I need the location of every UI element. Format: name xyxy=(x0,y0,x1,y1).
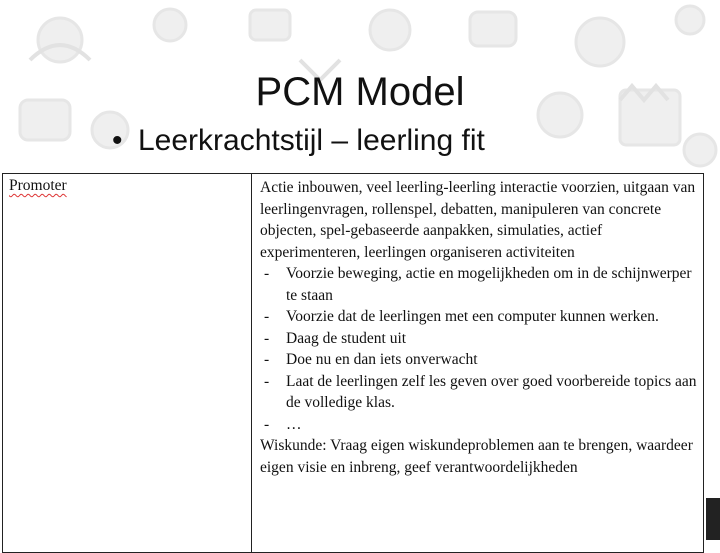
dash-mark: - xyxy=(264,308,270,325)
list-item-text: Laat de leerlingen zelf les geven over goed voorbereide topics aan de volledige klas. xyxy=(286,372,697,411)
list-item-text: Doe nu en dan iets onverwacht xyxy=(286,351,478,368)
list-item xyxy=(260,263,697,306)
left-cell xyxy=(3,174,252,553)
dash-mark: - xyxy=(264,415,270,433)
list-item-text: Voorzie dat de leerlingen met een computer kunnen werken. xyxy=(286,308,659,325)
list-item xyxy=(260,328,697,350)
list-item-text: Voorzie beweging, actie en mogelijkheden om in de schijnwerper te staan xyxy=(286,265,692,304)
list-item-text: Daag de student uit xyxy=(286,329,407,347)
dash-mark: - xyxy=(264,351,270,368)
intro-paragraph: Actie inbouwen, veel leerling-leerling interactie voorzien, uitgaan van leerlingenvragen, rollenspel, debatten, manipuleren van concrete objecten, spel-gebaseerde aanpakken, simulaties, actief experimenteren, leerlingen organiseren activiteiten xyxy=(260,179,696,261)
right-cell xyxy=(252,174,704,553)
list-item xyxy=(260,371,697,414)
promoter-label: Promoter xyxy=(9,177,67,194)
edge-decoration xyxy=(706,498,720,540)
document-table xyxy=(2,173,704,553)
dash-mark: - xyxy=(264,329,270,347)
slide-title: PCM Model xyxy=(255,70,465,114)
bullet-glyph: • xyxy=(112,124,123,157)
bullet-point xyxy=(112,124,485,158)
dash-list xyxy=(260,263,697,435)
list-item xyxy=(260,349,697,371)
list-item-text: … xyxy=(286,415,302,433)
closing-paragraph: Wiskunde: Vraag eigen wiskundeproblemen aan te brengen, waardeer eigen visie en inbreng, geef verantwoordelijkheden xyxy=(260,437,693,476)
bullet-text: Leerkrachtstijl – leerling fit xyxy=(138,124,485,157)
dash-mark: - xyxy=(264,265,270,282)
list-item xyxy=(260,414,697,436)
dash-mark: - xyxy=(264,372,270,390)
table-row xyxy=(3,174,704,553)
list-item xyxy=(260,306,697,328)
